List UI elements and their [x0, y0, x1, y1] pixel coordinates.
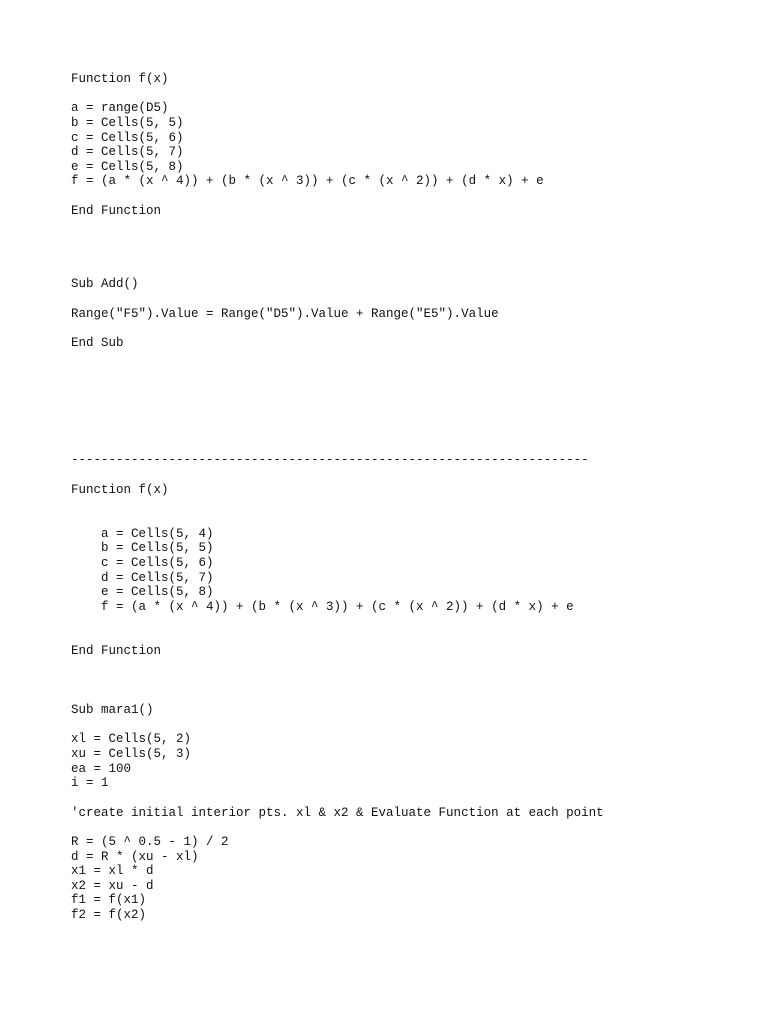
code-line: x1 = xl * d [71, 864, 154, 878]
code-line: a = range(D5) [71, 101, 169, 115]
code-comment: 'create initial interior pts. xl & x2 & Evaluate Function at each point [71, 806, 604, 820]
code-line: ea = 100 [71, 762, 132, 776]
function-footer: End Function [71, 644, 162, 658]
function-footer: End Function [71, 204, 162, 218]
code-line: d = R * (xu - xl) [71, 850, 199, 864]
code-line: f = (a * (x ^ 4)) + (b * (x ^ 3)) + (c * (x ^ 2)) + (d * x) + e [101, 600, 574, 614]
code-line: e = Cells(5, 8) [71, 160, 184, 174]
code-line: d = Cells(5, 7) [71, 145, 184, 159]
code-line: a = Cells(5, 4) [101, 527, 214, 541]
code-line: b = Cells(5, 5) [71, 116, 184, 130]
code-line: f1 = f(x1) [71, 893, 147, 907]
sub-footer: End Sub [71, 336, 124, 350]
code-line: x2 = xu - d [71, 879, 154, 893]
code-line: c = Cells(5, 6) [101, 556, 214, 570]
sub-header: Sub mara1() [71, 703, 154, 717]
code-line: e = Cells(5, 8) [101, 585, 214, 599]
code-line: xl = Cells(5, 2) [71, 732, 192, 746]
code-line: Range("F5").Value = Range("D5").Value + Range("E5").Value [71, 307, 499, 321]
sub-header: Sub Add() [71, 277, 139, 291]
code-line: c = Cells(5, 6) [71, 131, 184, 145]
code-line: i = 1 [71, 776, 109, 790]
code-line: b = Cells(5, 5) [101, 541, 214, 555]
code-line: xu = Cells(5, 3) [71, 747, 192, 761]
separator-line: --------------------------------------------------------------------- [71, 453, 589, 467]
code-line: R = (5 ^ 0.5 - 1) / 2 [71, 835, 229, 849]
code-line: f2 = f(x2) [71, 908, 147, 922]
code-line: f = (a * (x ^ 4)) + (b * (x ^ 3)) + (c * (x ^ 2)) + (d * x) + e [71, 174, 544, 188]
function-header: Function f(x) [71, 483, 169, 497]
function-header: Function f(x) [71, 72, 169, 86]
code-line: d = Cells(5, 7) [101, 571, 214, 585]
